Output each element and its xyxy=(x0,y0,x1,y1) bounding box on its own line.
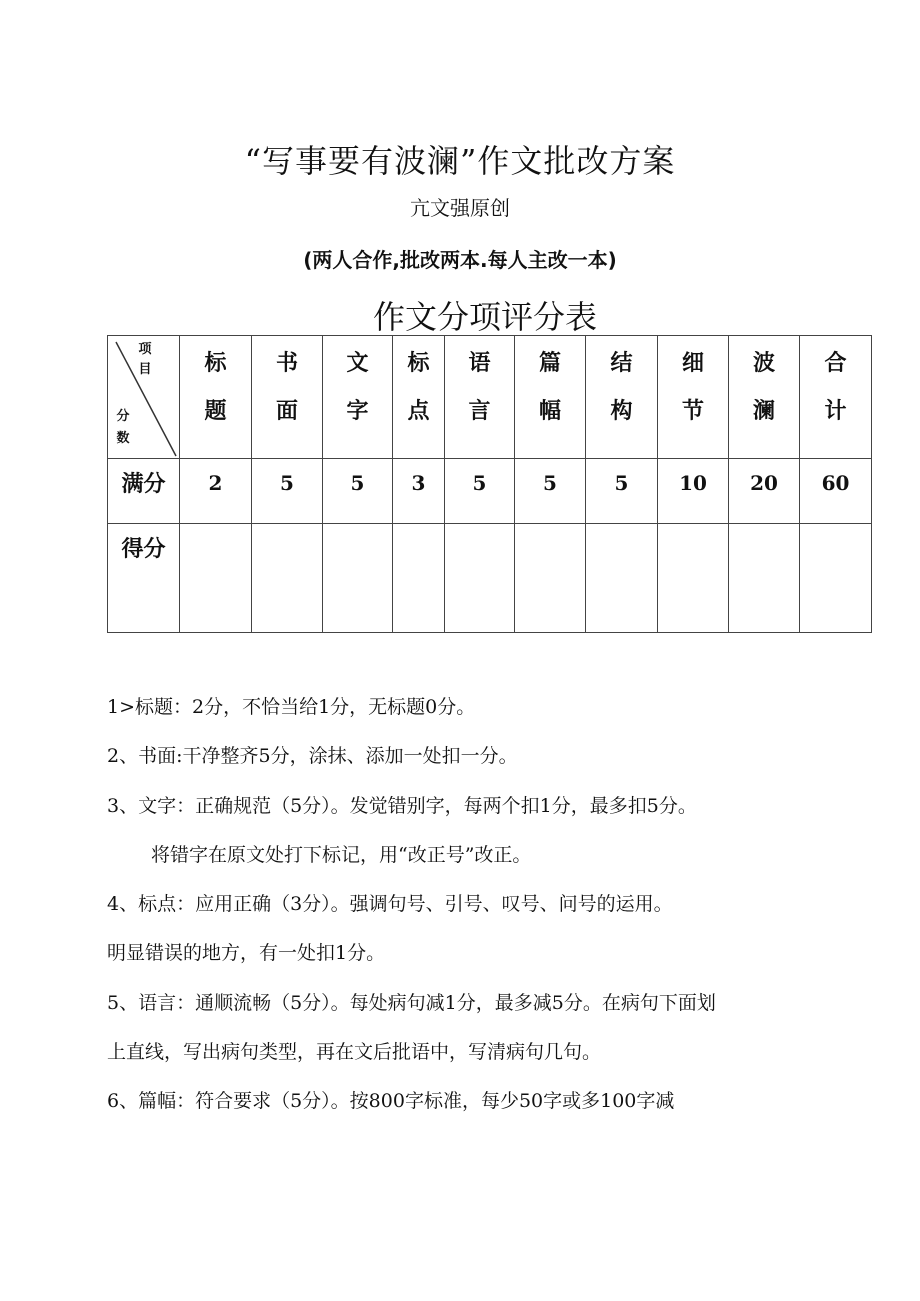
document-title: “写事要有波澜”作文批改方案 xyxy=(244,142,676,180)
row-label: 得分 xyxy=(108,524,180,633)
column-header: 标 点 xyxy=(393,336,445,459)
rule-line: 3、文字：正确规范（5分）。发觉错别字，每两个扣1分，最多扣5分。 xyxy=(107,794,697,817)
max-score-cell: 5 xyxy=(515,459,586,524)
column-header: 篇 幅 xyxy=(515,336,586,459)
score-entry-cell[interactable] xyxy=(800,524,872,633)
table-header-row xyxy=(108,336,872,459)
corner-score-label: 分数 xyxy=(116,409,130,446)
score-table xyxy=(107,335,872,633)
max-score-cell: 5 xyxy=(323,459,393,524)
rule-line: 上直线，写出病句类型，再在文后批语中，写清病句几句。 xyxy=(107,1041,602,1064)
column-header: 合 计 xyxy=(800,336,872,459)
max-score-cell: 5 xyxy=(445,459,515,524)
table-title: 作文分项评分表 xyxy=(372,298,597,336)
column-header: 波 澜 xyxy=(729,336,800,459)
max-score-cell: 3 xyxy=(393,459,445,524)
max-score-cell: 5 xyxy=(586,459,658,524)
rule-line: 1>标题：2分，不恰当给1分，无标题0分。 xyxy=(107,696,476,718)
max-score-cell: 20 xyxy=(729,459,800,524)
corner-item-label: 项目 xyxy=(138,342,152,377)
score-entry-cell[interactable] xyxy=(445,524,515,633)
rule-line: 明显错误的地方，有一处扣1分。 xyxy=(107,942,386,965)
max-score-cell: 60 xyxy=(800,459,872,524)
row-label: 满分 xyxy=(108,459,180,524)
score-entry-cell[interactable] xyxy=(323,524,393,633)
column-header: 细 节 xyxy=(658,336,729,459)
score-entry-cell[interactable] xyxy=(729,524,800,633)
score-entry-cell[interactable] xyxy=(393,524,445,633)
grading-rules xyxy=(107,683,887,1127)
score-entry-cell[interactable] xyxy=(586,524,658,633)
author-line: 亢文强原创 xyxy=(410,196,510,220)
score-entry-cell[interactable] xyxy=(515,524,586,633)
rule-line: 2、书面:干净整齐5分，涂抹、添加一处扣一分。 xyxy=(107,745,518,768)
max-score-cell: 2 xyxy=(180,459,252,524)
rule-line: 6、篇幅：符合要求（5分）。按800字标准，每少50字或多100字减 xyxy=(107,1090,675,1113)
collaboration-note: (两人合作,批改两本.每人主改一本) xyxy=(303,248,617,272)
column-header: 标 题 xyxy=(180,336,252,459)
max-score-cell: 5 xyxy=(252,459,323,524)
column-header: 语 言 xyxy=(445,336,515,459)
score-entry-cell[interactable] xyxy=(658,524,729,633)
table-row xyxy=(108,459,872,524)
score-entry-cell[interactable] xyxy=(180,524,252,633)
rule-line: 将错字在原文处打下标记，用“改正号”改正。 xyxy=(151,843,532,866)
rule-line: 5、语言：通顺流畅（5分）。每处病句减1分，最多减5分。在病句下面划 xyxy=(107,991,716,1014)
score-entry-cell[interactable] xyxy=(252,524,323,633)
column-header: 书 面 xyxy=(252,336,323,459)
column-header: 结 构 xyxy=(586,336,658,459)
table-row xyxy=(108,524,872,633)
max-score-cell: 10 xyxy=(658,459,729,524)
corner-cell xyxy=(108,336,180,459)
rule-line: 4、标点：应用正确（3分）。强调句号、引号、叹号、问号的运用。 xyxy=(107,893,673,916)
column-header: 文 字 xyxy=(323,336,393,459)
